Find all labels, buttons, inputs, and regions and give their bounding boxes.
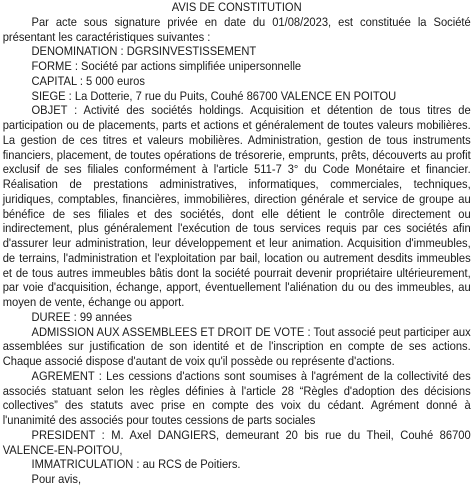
forme-line: FORME : Société par actions simplifiée unipersonnelle bbox=[31, 59, 302, 73]
admission-paragraph: ADMISSION AUX ASSEMBLEES ET DROIT DE VOTE : Tout associé peut participer aux assemblées sur justification de son identité et de l'inscription en compte de ses actions. Chaque associé dispose d'autant de voix qu'il possède ou représente d'actions. bbox=[2, 324, 471, 368]
objet-paragraph: OBJET : Activité des sociétés holdings. Acquisition et détention de tous titres de participation ou de placements, parts et actions et généralement de toutes valeurs mobilières. La gestion de ces titres et valeurs mobilières. Administration, gestion de tous instruments financiers, placement, de toutes opérations de trésorerie, emprunts, prêts, découverts au profit exclusif de ses filiales conformément à l'article 511-7 3° du Code Monétaire et financier. Réalisation de prestations administratives, informatiques, commerciales, techniques, juridiques, comptables, financières, immobilières, direction générale et service de groupe au bénéfice de ses filiales et des sociétés, dont elle détient le contrôle directement ou indirectement, plus généralement l'exécution de tous services requis par ces sociétés afin d'assurer leur administration, leur développement et leur animation. Acquisition d'immeubles, de terrains, l'administration et l'exploitation par bail, location ou autrement desdits immeubles et de tous autres immeubles bâtis dont la société pourrait devenir propriétaire ultérieurement, par voie d'acquisition, échange, apport, éventuellement l'aliénation du ou des immeubles, au moyen de vente, échange ou apport. bbox=[2, 103, 471, 309]
president-paragraph: PRESIDENT : M. Axel DANGIERS, demeurant 20 bis rue du Theil, Couhé 86700 VALENCE-EN-POITOU, bbox=[2, 427, 471, 457]
intro-paragraph: Par acte sous signature privée en date du 01/08/2023, est constituée la Société présentant les caractéristiques suivantes : bbox=[2, 14, 471, 44]
closing-line: Pour avis, bbox=[31, 472, 82, 485]
agrement-paragraph: AGREMENT : Les cessions d'actions sont soumises à l'agrément de la collectivité des associés statuant selon les règles définies à l'article 28 “Règles d'adoption des décisions collectives” des statuts avec prise en compte des voix du cédant. Agrément donné à l'unanimité des associés pour toutes cessions de parts sociales bbox=[2, 368, 471, 427]
duree-line: DUREE : 99 années bbox=[31, 309, 132, 324]
capital-line: CAPITAL : 5 000 euros bbox=[31, 73, 145, 88]
notice-title: AVIS DE CONSTITUTION bbox=[171, 0, 302, 14]
siege-line: SIEGE : La Dotterie, 7 rue du Puits, Couhé 86700 VALENCE EN POITOU bbox=[31, 88, 397, 103]
denomination-line: DENOMINATION : DGRSINVESTISSEMENT bbox=[31, 44, 257, 59]
immatriculation-line: IMMATRICULATION : au RCS de Poitiers. bbox=[31, 457, 241, 472]
